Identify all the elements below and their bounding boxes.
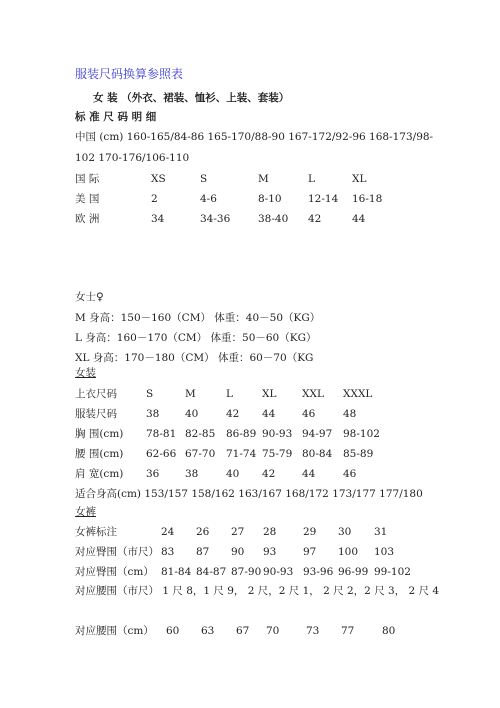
tops-table-cell: 75-79 — [262, 448, 293, 460]
tops-table-cell: S — [146, 388, 154, 400]
tops-table-cell: XXL — [302, 388, 324, 400]
waist-cm-cell: 对应腰围（cm） — [75, 625, 154, 637]
intl-table-cell: 美 国 — [75, 193, 100, 205]
intl-table-cell: 34 — [151, 213, 165, 225]
pants-table-cell: 84-87 — [196, 566, 227, 578]
pants-label: 女裤 — [75, 506, 96, 518]
tops-table-cell: 肩 宽(cm) — [75, 468, 124, 480]
lady-line-l: L 身高：160－170（CM） 体重：50－60（KG） — [75, 332, 317, 344]
standard-heading: 标 准 尺 码 明 细 — [75, 111, 157, 123]
tops-table-cell: 46 — [302, 408, 316, 420]
tops-table-cell: 42 — [262, 468, 276, 480]
intl-table-cell: 12-14 — [308, 193, 339, 205]
pants-table-cell: 28 — [263, 526, 277, 538]
tops-table-cell: 67-70 — [185, 448, 216, 460]
tops-table-cell: 46 — [343, 468, 357, 480]
intl-table-cell: 44 — [352, 213, 366, 225]
tops-table-cell: 71-74 — [226, 448, 257, 460]
pants-table-cell: 29 — [303, 526, 317, 538]
pants-table-cell: 30 — [338, 526, 352, 538]
tops-table-cell: 98-102 — [343, 428, 380, 440]
pants-table-cell: 93-96 — [303, 566, 334, 578]
pants-table-cell: 99-102 — [374, 566, 411, 578]
tops-table-cell: 36 — [146, 468, 160, 480]
tops-table-cell: 62-66 — [146, 448, 177, 460]
pants-table-cell: 103 — [374, 546, 395, 558]
tops-table-cell: XXXL — [343, 388, 373, 400]
pants-table-cell: 26 — [196, 526, 210, 538]
pants-table-cell: 女裤标注 — [75, 526, 117, 538]
pants-table-cell: 24 — [161, 526, 175, 538]
tops-table-cell: 44 — [262, 408, 276, 420]
tops-table-cell: 40 — [185, 408, 199, 420]
intl-table-cell: 8-10 — [258, 193, 282, 205]
tops-table-cell: M — [185, 388, 196, 400]
tops-table-cell: 90-93 — [262, 428, 293, 440]
intl-table-cell: 国 际 — [75, 173, 100, 185]
waist-cm-cell: 80 — [382, 625, 396, 637]
china-size-line-2: 102 170-176/106-110 — [75, 152, 190, 164]
intl-table-cell: 16-18 — [352, 193, 383, 205]
intl-table-cell: M — [258, 173, 269, 185]
waist-cm-cell: 63 — [201, 625, 215, 637]
pants-table-cell: 对应臀围（cm） — [75, 566, 154, 578]
lady-line-xl: XL 身高：170－180（CM） 体重：60－70（KG — [75, 352, 314, 364]
tops-table-cell: 38 — [146, 408, 160, 420]
fit-height-line: 适合身高(cm) 153/157 158/162 163/167 168/172 173/177 177/180 — [75, 488, 423, 500]
womens-wear-label: 女装 — [75, 367, 96, 379]
pants-table-cell: 81-84 — [161, 566, 192, 578]
page-title: 服装尺码换算参照表 — [75, 67, 184, 81]
pants-table-cell: 90-93 — [263, 566, 294, 578]
intl-table-cell: 2 — [151, 193, 158, 205]
pants-table-cell: 90 — [231, 546, 245, 558]
tops-table-cell: 86-89 — [226, 428, 257, 440]
tops-table-cell: 85-89 — [343, 448, 374, 460]
pants-table-cell: 31 — [374, 526, 388, 538]
lady-heading: 女士♀ — [75, 291, 104, 303]
intl-table-cell: XS — [151, 173, 166, 185]
intl-table-cell: L — [308, 173, 315, 185]
tops-table-cell: 38 — [185, 468, 199, 480]
tops-table-cell: 80-84 — [302, 448, 333, 460]
waist-cm-cell: 60 — [166, 625, 180, 637]
intl-table-cell: XL — [352, 173, 367, 185]
tops-table-cell: 44 — [302, 468, 316, 480]
tops-table-cell: 78-81 — [146, 428, 177, 440]
pants-table-cell: 93 — [263, 546, 277, 558]
tops-table-cell: 42 — [226, 408, 240, 420]
pants-table-cell: 27 — [231, 526, 245, 538]
women-heading: 女 装 （外衣、裙装、恤衫、上装、套装） — [93, 92, 290, 104]
intl-table-cell: 42 — [308, 213, 322, 225]
tops-table-cell: 82-85 — [185, 428, 216, 440]
intl-table-cell: 欧 洲 — [75, 213, 100, 225]
tops-table-cell: 上衣尺码 — [75, 388, 117, 400]
intl-table-cell: 34-36 — [200, 213, 231, 225]
waist-cm-cell: 73 — [306, 625, 320, 637]
china-size-line-1: 中国 (cm) 160-165/84-86 165-170/88-90 167-172/92-96 168-173/98- — [75, 131, 434, 143]
waist-cm-cell: 77 — [341, 625, 355, 637]
tops-table-cell: 服装尺码 — [75, 408, 117, 420]
waist-cm-cell: 67 — [236, 625, 250, 637]
intl-table-cell: S — [200, 173, 208, 185]
tops-table-cell: 胸 围(cm) — [75, 428, 124, 440]
intl-table-cell: 38-40 — [258, 213, 289, 225]
lady-line-m: M 身高：150－160（CM） 体重：40－50（KG） — [75, 312, 321, 324]
intl-table-cell: 4-6 — [200, 193, 217, 205]
tops-table-cell: XL — [262, 388, 277, 400]
pants-table-cell: 96-99 — [338, 566, 369, 578]
pants-table-cell: 87 — [196, 546, 210, 558]
tops-table-cell: 40 — [226, 468, 240, 480]
tops-table-cell: L — [226, 388, 233, 400]
pants-table-cell: 97 — [303, 546, 317, 558]
waist-shichi-line: 对应腰围（市尺） 1 尺 8，1 尺 9， 2 尺，2 尺 1， 2 尺 2，2 尺 3， 2 尺 4 — [75, 585, 440, 597]
waist-cm-cell: 70 — [266, 625, 280, 637]
pants-table-cell: 83 — [161, 546, 175, 558]
tops-table-cell: 94-97 — [302, 428, 333, 440]
pants-table-cell: 87-90 — [231, 566, 262, 578]
pants-table-cell: 100 — [338, 546, 359, 558]
tops-table-cell: 腰 围(cm) — [75, 448, 124, 460]
pants-table-cell: 对应臀围（市尺） — [75, 546, 159, 558]
tops-table-cell: 48 — [343, 408, 357, 420]
